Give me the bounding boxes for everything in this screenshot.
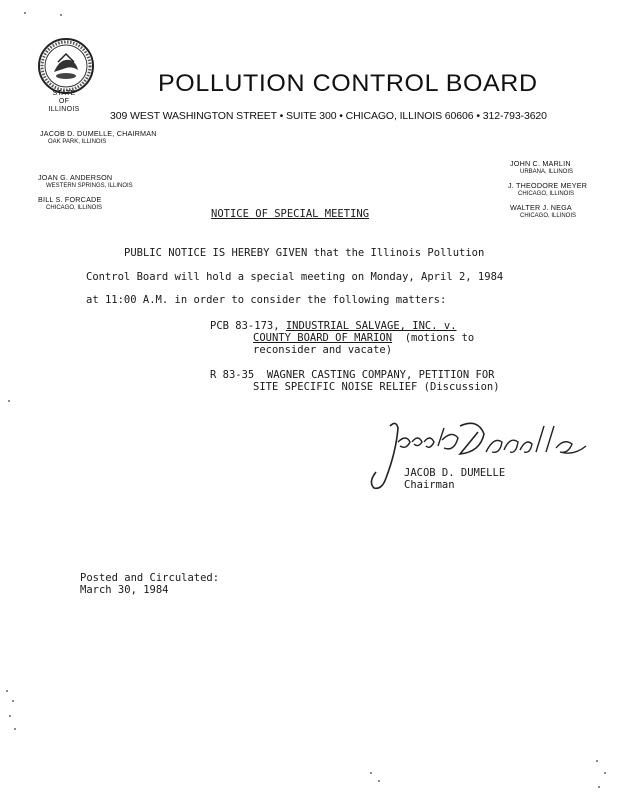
scan-speck: [14, 728, 16, 730]
matter-1-line-2: [253, 332, 474, 344]
member-name: JOAN G. ANDERSON: [38, 173, 113, 182]
member-right-1: [510, 160, 573, 176]
member-right-3: [510, 204, 576, 220]
notice-line-2: Control Board will hold a special meeting on Monday, April 2, 1984: [86, 271, 504, 283]
scan-speck: [6, 690, 8, 692]
member-name: JACOB D. DUMELLE, CHAIRMAN: [40, 129, 157, 138]
scan-speck: [598, 786, 600, 788]
member-left-1: [40, 130, 157, 146]
scan-speck: [24, 12, 26, 14]
member-location: CHICAGO, ILLINOIS: [46, 205, 103, 211]
matter-1-party-1: INDUSTRIAL SALVAGE, INC. v.: [285, 320, 457, 332]
posted-label: Posted and Circulated:: [80, 572, 220, 584]
scan-speck: [9, 715, 11, 717]
scan-speck: [60, 14, 62, 16]
member-location: CHICAGO, ILLINOIS: [518, 191, 575, 197]
state-line-1: STATE: [52, 90, 76, 97]
board-address: 309 WEST WASHINGTON STREET • SUITE 300 • CHICAGO, ILLINOIS 60606 • 312-793-3620: [110, 110, 547, 122]
handwritten-signature: [360, 412, 605, 492]
member-name: WALTER J. NEGA: [510, 203, 572, 212]
matter-2-line-2: SITE SPECIFIC NOISE RELIEF (Discussion): [253, 381, 500, 393]
scan-speck: [378, 780, 380, 782]
notice-line-3: at 11:00 A.M. in order to consider the following matters:: [86, 294, 447, 306]
state-seal-icon: [36, 36, 96, 98]
scan-speck: [8, 400, 10, 402]
matter-2-line-1: R 83-35 WAGNER CASTING COMPANY, PETITION FOR: [210, 369, 495, 381]
member-name: BILL S. FORCADE: [38, 195, 102, 204]
signatory-name: JACOB D. DUMELLE: [404, 467, 506, 479]
signatory-title: Chairman: [404, 479, 455, 491]
scan-speck: [604, 772, 606, 774]
member-location: OAK PARK, ILLINOIS: [48, 139, 107, 145]
member-location: WESTERN SPRINGS, ILLINOIS: [46, 183, 133, 189]
state-line-3: ILLINOIS: [48, 106, 80, 113]
member-name: J. THEODORE MEYER: [508, 181, 588, 190]
scan-speck: [596, 760, 598, 762]
matter-1-number: PCB 83-173,: [210, 320, 286, 332]
matter-1-party-2: COUNTY BOARD OF MARION: [253, 332, 393, 344]
member-left-3: [38, 196, 102, 212]
board-title: POLLUTION CONTROL BOARD: [158, 70, 538, 97]
member-right-2: [508, 182, 587, 198]
member-name: JOHN C. MARLIN: [510, 159, 571, 168]
matter-1-note-1: (motions to: [392, 332, 475, 344]
member-location: CHICAGO, ILLINOIS: [520, 213, 577, 219]
notice-heading: NOTICE OF SPECIAL MEETING: [211, 208, 370, 220]
scan-speck: [12, 700, 14, 702]
notice-line-1: PUBLIC NOTICE IS HEREBY GIVEN that the Illinois Pollution: [124, 247, 485, 259]
state-label: [44, 90, 84, 114]
member-location: URBANA, ILLINOIS: [520, 169, 574, 175]
matter-1-note-2: reconsider and vacate): [253, 344, 393, 356]
matter-1-line-1: [210, 320, 457, 332]
scan-speck: [370, 772, 372, 774]
member-left-2: [38, 174, 133, 190]
posted-date: March 30, 1984: [80, 584, 169, 596]
state-line-2: OF: [58, 98, 70, 105]
